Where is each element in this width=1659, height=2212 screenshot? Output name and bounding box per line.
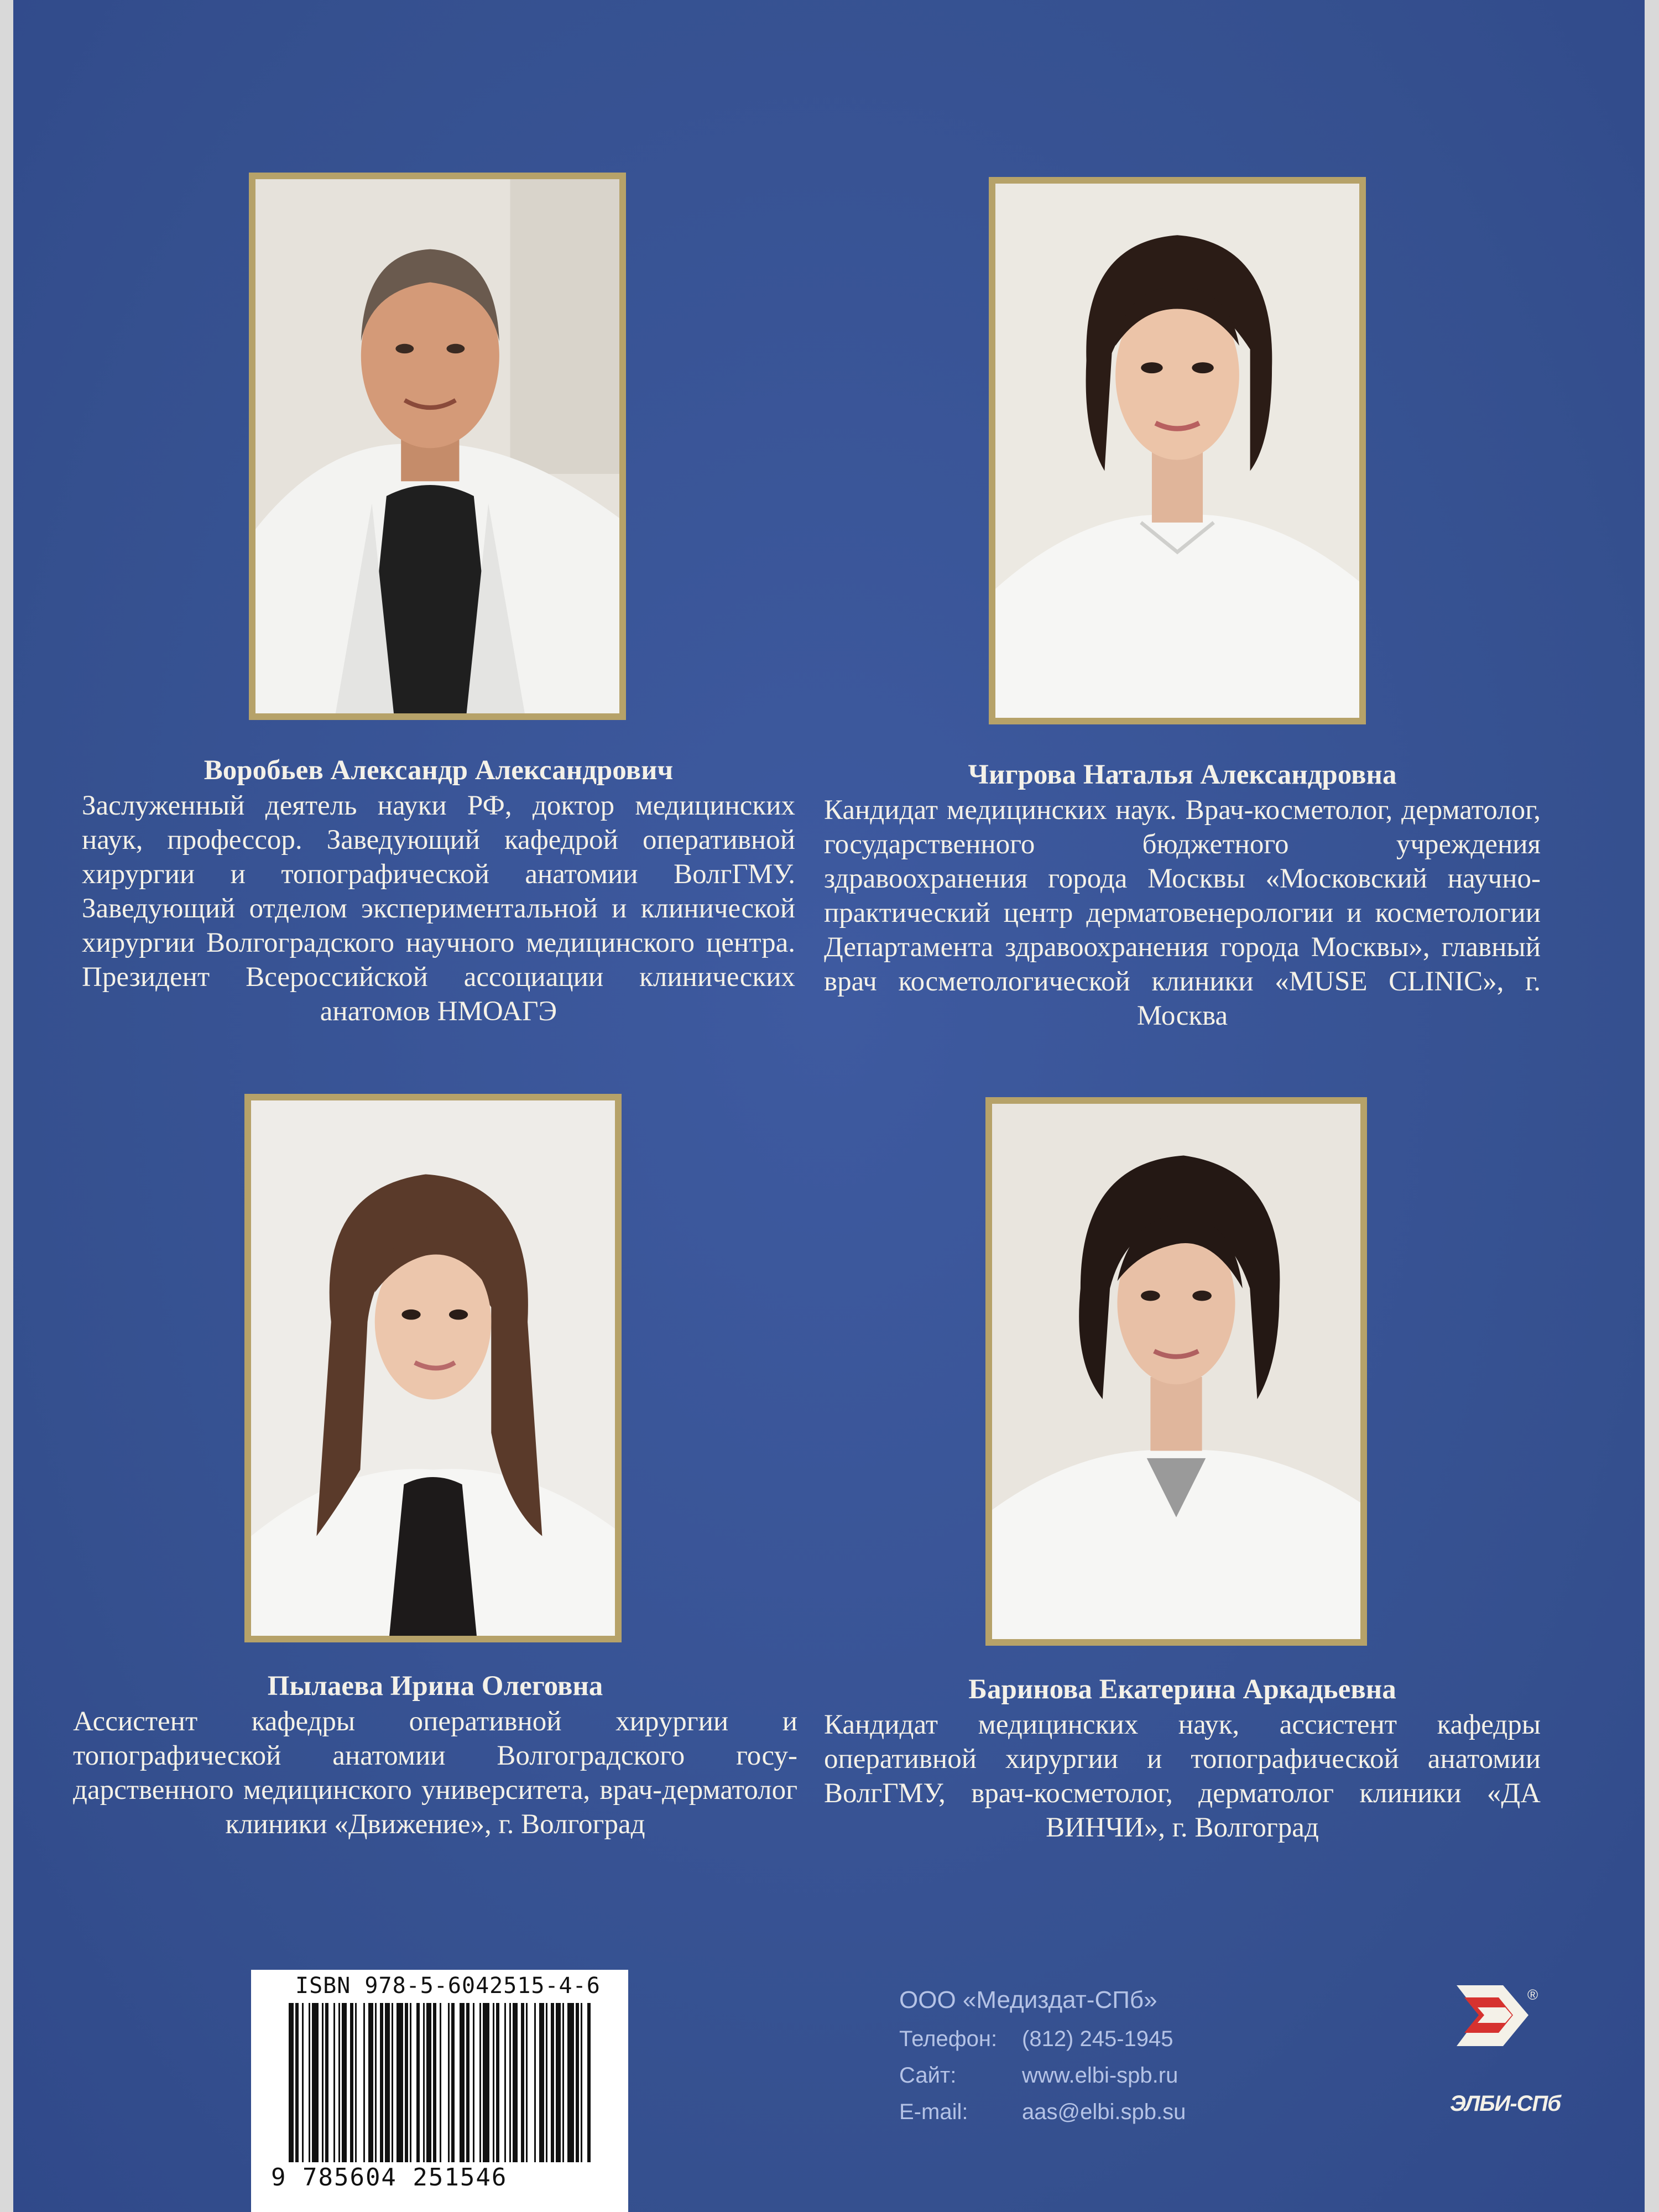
email-value: aas@elbi.spb.su <box>1022 2099 1186 2124</box>
site-label: Сайт: <box>899 2063 957 2088</box>
registered-mark: ® <box>1527 1986 1538 2003</box>
portrait-woman-icon <box>995 184 1359 718</box>
phone-value: (812) 245-1945 <box>1022 2026 1173 2051</box>
back-cover <box>13 0 1645 2212</box>
site-value: www.elbi-spb.ru <box>1022 2063 1178 2088</box>
barcode-bar <box>350 2003 353 2162</box>
author-description: Кандидат медицинских наук, ассистент кафедры оперативной хирургии и топографической анатомии ВолгГМУ, врач-косметолог, дерматолог клиники «ДА ВИНЧИ», г. Волгоград <box>824 1709 1541 1843</box>
barcode-bar <box>539 2003 544 2162</box>
portrait-woman-icon <box>992 1104 1360 1639</box>
barcode-bar <box>556 2003 561 2162</box>
author-bio-pylaeva <box>73 1669 797 1841</box>
barcode-bar <box>405 2003 408 2162</box>
barcode-bar <box>483 2003 489 2162</box>
author-description: Заслуженный деятель науки РФ, доктор медицинских наук, профессор. Заведующий кафедрой оперативной хирургии и топографической анатомии ВолгГМУ. Заведующий отделом экспериментальной и клинической хирургии Волгоградского научного медицинского центра. Президент Всероссийской ассоциации клинических анатомов НМОАГЭ <box>82 790 795 1027</box>
barcode-bar <box>355 2003 357 2162</box>
barcode-bar <box>380 2003 383 2162</box>
barcode-bar <box>385 2003 390 2162</box>
barcode-bar <box>392 2003 393 2162</box>
barcode-bar <box>333 2003 335 2162</box>
barcode-bar <box>460 2003 465 2162</box>
barcode-bar <box>448 2003 450 2162</box>
publisher-info <box>899 1980 1186 2130</box>
barcode-bar <box>466 2003 469 2162</box>
barcode-bar <box>342 2003 347 2162</box>
author-photo-pylaeva <box>244 1094 622 1642</box>
barcode-digits: 9 785604 251546 <box>271 2163 508 2192</box>
author-bio-barinova <box>824 1672 1541 1845</box>
barcode-bar <box>479 2003 481 2162</box>
barcode-bar <box>426 2003 431 2162</box>
barcode-bar <box>289 2003 294 2162</box>
barcode-bar <box>295 2003 299 2162</box>
barcode-bar <box>325 2003 328 2162</box>
barcode-bar <box>513 2003 518 2162</box>
barcode-bar <box>546 2003 547 2162</box>
barcode-bar <box>410 2003 411 2162</box>
author-bio-vorobyev <box>82 753 795 1029</box>
barcode-bar <box>567 2003 574 2162</box>
isbn-barcode-box <box>251 1970 628 2212</box>
publisher-phone-row <box>899 2021 1186 2057</box>
barcode-bar <box>562 2003 564 2162</box>
barcode-bar <box>440 2003 441 2162</box>
author-name: Чигрова Наталья Александровна <box>968 759 1397 790</box>
publisher-logo-icon <box>1446 1981 1540 2053</box>
barcode-bar <box>302 2003 304 2162</box>
barcode-bar <box>576 2003 579 2162</box>
portrait-woman-icon <box>251 1100 615 1636</box>
publisher-site-row <box>899 2057 1186 2094</box>
author-bio-chigrova <box>824 758 1541 1033</box>
phone-label: Телефон: <box>899 2026 998 2051</box>
barcode-bar <box>534 2003 536 2162</box>
author-name: Баринова Екатерина Аркадьевна <box>968 1674 1396 1705</box>
barcode-bar <box>496 2003 499 2162</box>
barcode-bar <box>581 2003 582 2162</box>
author-photo-vorobyev <box>249 173 626 720</box>
barcode-bar <box>423 2003 425 2162</box>
barcode-bar <box>509 2003 511 2162</box>
publisher-company: ООО «Медиздат-СПб» <box>899 1986 1157 2013</box>
barcode-bar <box>375 2003 377 2162</box>
author-description: Ассистент кафедры оперативной хирургии и топографической анатомии Волгоградского государственного медицинского университета, врач-дерматолог клиники «Движение», г. Волгоград <box>73 1706 797 1840</box>
isbn-label: ISBN 978-5-6042515-4-6 <box>295 1973 601 1999</box>
barcode-bar <box>312 2003 319 2162</box>
barcode-bar <box>587 2003 591 2162</box>
barcode-bar <box>551 2003 554 2162</box>
barcode-bar <box>493 2003 494 2162</box>
barcode-bar <box>451 2003 455 2162</box>
barcode-bar <box>433 2003 436 2162</box>
publisher-email-row <box>899 2094 1186 2130</box>
barcode-bar <box>521 2003 524 2162</box>
barcode-bar <box>416 2003 420 2162</box>
barcode-bar <box>363 2003 365 2162</box>
publisher-logo-text: ЭЛБИ-СПб <box>1450 2091 1561 2116</box>
author-photo-chigrova <box>989 177 1366 724</box>
barcode-bar <box>473 2003 474 2162</box>
barcode-bar <box>338 2003 340 2162</box>
email-label: E-mail: <box>899 2099 968 2124</box>
portrait-man-icon <box>255 179 619 713</box>
author-name: Пылаева Ирина Олеговна <box>267 1671 603 1702</box>
barcode-bar <box>526 2003 528 2162</box>
barcode-bar <box>322 2003 324 2162</box>
barcode-bar <box>397 2003 403 2162</box>
barcode-bar <box>368 2003 373 2162</box>
author-photo-barinova <box>985 1097 1367 1646</box>
author-description: Кандидат медицинских наук. Врач-косметолог, дерматолог, государственного бюджетного учреждения здравоохранения города Москвы «Московский научно-практический центр дерматовенерологии и косметологии Департамента здравоохранения города Москвы», главный врач косметологической клиники «MUSE CLINIC», г. Москва <box>824 795 1541 1031</box>
author-name: Воробьев Александр Александрович <box>204 755 674 786</box>
barcode-icon <box>286 2003 596 2162</box>
barcode-bar <box>309 2003 310 2162</box>
barcode-bar <box>504 2003 506 2162</box>
